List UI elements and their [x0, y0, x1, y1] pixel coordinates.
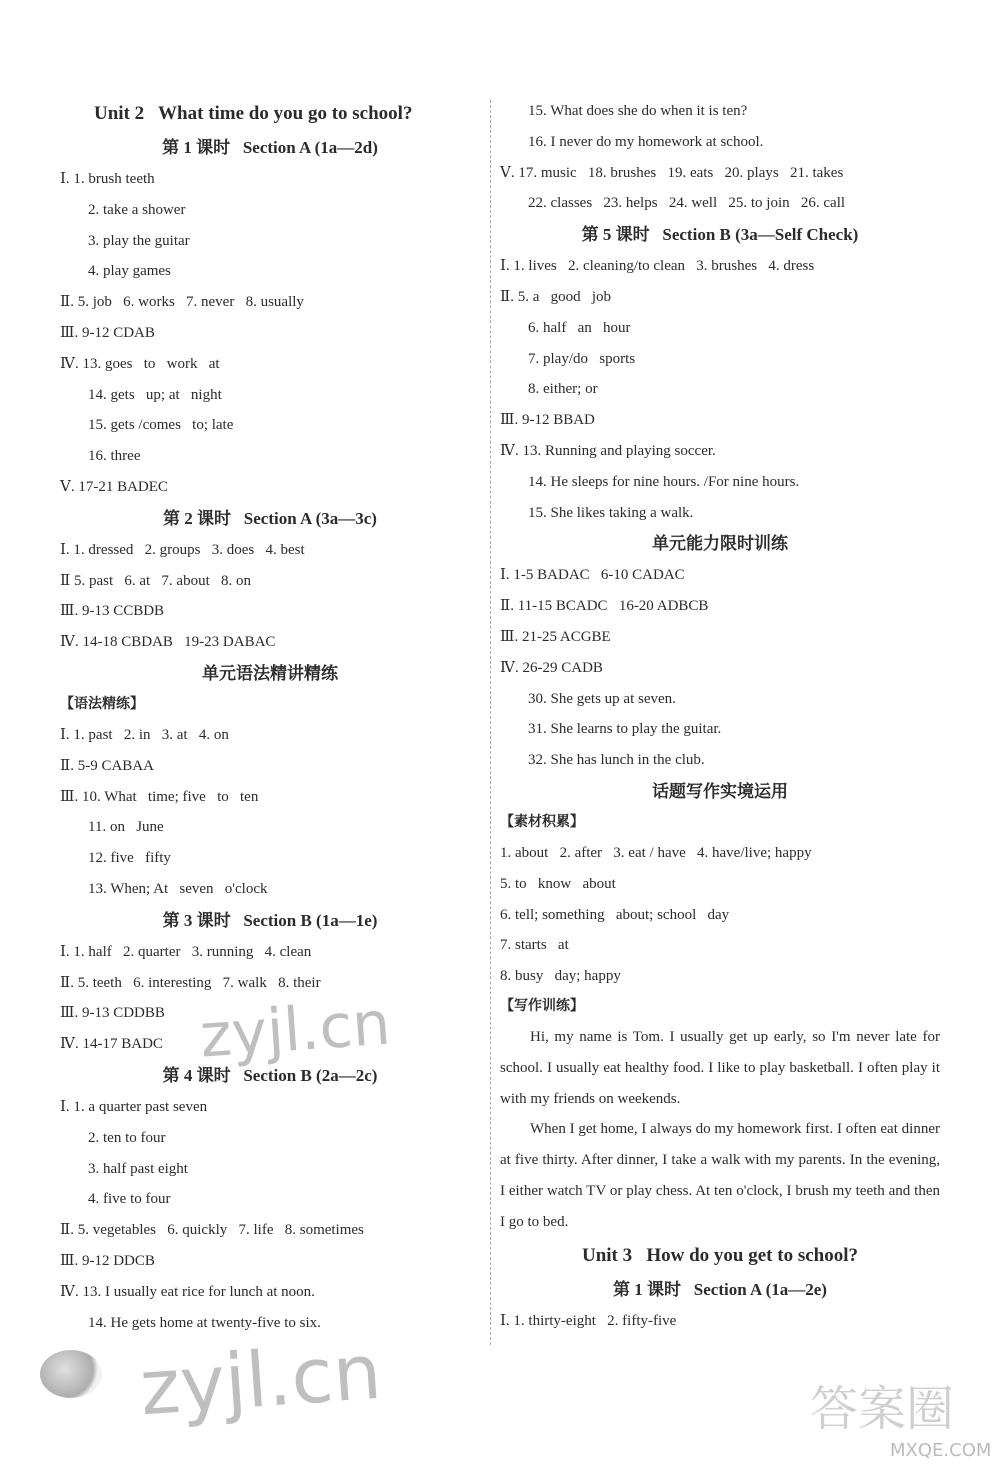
answer-line: 4. play games — [88, 263, 171, 280]
answer-line: 11. on June — [88, 819, 164, 836]
answer-line: 2. take a shower — [88, 201, 186, 218]
answer-line: Ⅰ. 1. past 2. in 3. at 4. on — [60, 726, 229, 743]
answer-line: Ⅳ. 13. Running and playing soccer. — [500, 442, 716, 459]
answer-line: 30. She gets up at seven. — [528, 690, 676, 707]
answer-line: 1. about 2. after 3. eat / have 4. have/live; happy — [500, 844, 812, 861]
answer-line: Ⅱ. 5. teeth 6. interesting 7. walk 8. their — [60, 974, 321, 991]
answer-line: 7. play/do sports — [528, 350, 636, 367]
answer-line: Ⅱ. 5. a good job — [500, 288, 612, 305]
answer-line: 3. half past eight — [88, 1160, 188, 1177]
answer-line: Ⅰ. 1. brush teeth — [60, 171, 155, 187]
answer-line: 12. five fifty — [88, 850, 171, 867]
essay-paragraph: Hi, my name is Tom. I usually get up early, so I'm never late for school. I usually eat healthy food. I like to play basketball. I often play it with my friends on weekends. — [500, 1028, 940, 1107]
right-column — [500, 96, 940, 1336]
answer-line: Ⅱ. 5-9 CABAA — [60, 757, 154, 774]
answer-line: 13. When; At seven o'clock — [88, 880, 268, 897]
answer-line: Ⅰ. 1-5 BADAC 6-10 CADAC — [500, 567, 685, 584]
section-heading: 第 4 课时 Section B (2a—2c) — [162, 1065, 378, 1085]
answer-line: Ⅳ. 26-29 CADB — [500, 659, 603, 676]
answer-line: Ⅲ. 10. What time; five to ten — [60, 788, 259, 805]
answer-line: 14. gets up; at night — [88, 386, 222, 403]
answer-line: Ⅴ. 17. music 18. brushes 19. eats 20. plays 21. takes — [500, 164, 844, 181]
answer-line: Ⅰ. 1. dressed 2. groups 3. does 4. best — [60, 541, 305, 558]
section-heading: 单元语法精讲精练 — [202, 663, 338, 683]
answer-line: 16. three — [88, 448, 141, 465]
column-divider — [490, 100, 491, 1345]
answer-line: Ⅱ. 5. job 6. works 7. never 8. usually — [60, 294, 304, 311]
answer-line: Ⅰ. 1. half 2. quarter 3. running 4. clean — [60, 943, 312, 960]
unit-title: Unit 2 What time do you go to school? — [94, 103, 413, 124]
section-tag: 【语法精练】 — [60, 696, 144, 712]
answer-line: 15. What does she do when it is ten? — [528, 103, 748, 119]
answer-line: Ⅱ. 11-15 BCADC 16-20 ADBCB — [500, 598, 709, 615]
answer-line: 14. He gets home at twenty-five to six. — [88, 1314, 321, 1331]
answer-line: 8. either; or — [528, 381, 598, 398]
section-tag: 【写作训练】 — [500, 998, 584, 1014]
answer-line: Ⅳ. 14-17 BADC — [60, 1036, 163, 1053]
answer-line: Ⅲ. 9-12 DDCB — [60, 1252, 155, 1269]
watermark-text: zyjl.cn — [197, 988, 393, 1072]
answer-line: Ⅱ. 5. vegetables 6. quickly 7. life 8. sometimes — [60, 1222, 364, 1239]
answer-line: Ⅲ. 9-13 CCBDB — [60, 603, 165, 620]
section-heading: 单元能力限时训练 — [652, 534, 788, 554]
answer-line: 14. He sleeps for nine hours. /For nine hours. — [528, 473, 800, 490]
watermark-logo: 答案圈 — [810, 1381, 955, 1437]
section-heading: 第 1 课时 Section A (1a—2d) — [162, 138, 378, 157]
answer-line: 3. play the guitar — [88, 232, 190, 249]
answer-line: Ⅳ. 13. I usually eat rice for lunch at noon. — [60, 1283, 315, 1300]
answer-line: Ⅰ. 1. lives 2. cleaning/to clean 3. brushes 4. dress — [500, 258, 815, 275]
answer-line: 15. She likes taking a walk. — [528, 504, 694, 521]
answer-line: Ⅰ. 1. a quarter past seven — [60, 1098, 208, 1115]
unit-title: Unit 3 How do you get to school? — [581, 1244, 859, 1266]
section-heading: 第 1 课时 Section A (1a—2e) — [613, 1279, 827, 1299]
answer-line: 16. I never do my homework at school. — [528, 133, 764, 150]
answer-line: 6. half an hour — [528, 319, 631, 336]
section-heading: 第 2 课时 Section A (3a—3c) — [163, 508, 377, 528]
answer-line: Ⅲ. 9-12 CDAB — [60, 324, 155, 341]
essay-paragraph: When I get home, I always do my homework first. I often eat dinner at five thirty. After dinner, I take a walk with my parents. In the evening, I either watch TV or play chess. At ten o'clock, I brush my teeth and then I go to bed. — [500, 1121, 940, 1230]
answer-line: 31. She learns to play the guitar. — [528, 721, 722, 738]
section-heading: 话题写作实境运用 — [652, 781, 788, 801]
left-column — [60, 96, 480, 1338]
answer-line: 8. busy day; happy — [500, 968, 621, 985]
watermark-url: MXQE.COM — [890, 1440, 992, 1461]
answer-line: 4. five to four — [88, 1191, 171, 1208]
answer-line: Ⅲ. 9-12 BBAD — [500, 412, 595, 429]
section-tag: 【素材积累】 — [500, 814, 584, 830]
section-heading: 第 3 课时 Section B (1a—1e) — [162, 910, 378, 930]
watermark-text: zyjl.cn — [137, 1326, 385, 1433]
answer-line: Ⅴ. 17-21 BADEC — [60, 478, 168, 495]
answer-line: 6. tell; something about; school day — [500, 906, 730, 923]
answer-line: Ⅰ. 1. thirty-eight 2. fifty-five — [500, 1312, 677, 1329]
answer-line: 32. She has lunch in the club. — [528, 752, 705, 769]
answer-line: Ⅳ. 14-18 CBDAB 19-23 DABAC — [60, 634, 276, 651]
answer-line: 22. classes 23. helps 24. well 25. to join 26. call — [528, 195, 846, 212]
answer-line: Ⅲ. 21-25 ACGBE — [500, 628, 611, 645]
answer-line: 5. to know about — [500, 875, 616, 892]
section-heading: 第 5 课时 Section B (3a—Self Check) — [581, 225, 859, 245]
answer-line: 15. gets /comes to; late — [88, 417, 234, 434]
answer-line: 7. starts at — [500, 937, 569, 954]
publisher-logo-icon — [40, 1350, 102, 1398]
answer-line: 2. ten to four — [88, 1129, 166, 1146]
answer-line: Ⅲ. 9-13 CDDBB — [60, 1005, 165, 1022]
answer-line: Ⅳ. 13. goes to work at — [60, 355, 220, 372]
answer-line: Ⅱ 5. past 6. at 7. about 8. on — [60, 572, 252, 589]
